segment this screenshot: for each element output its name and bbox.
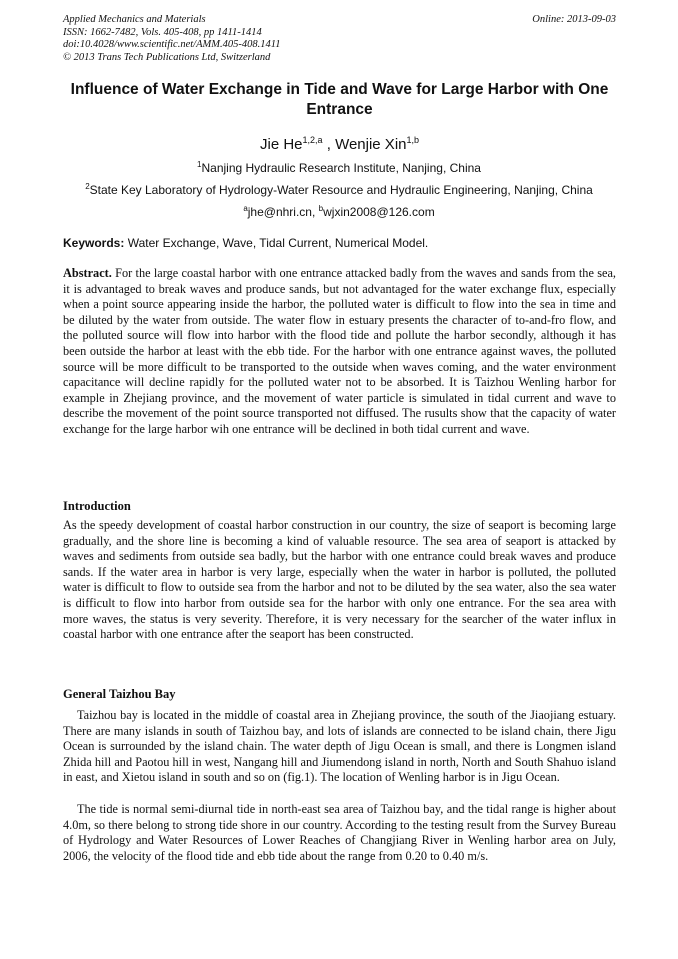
email-address: jhe@nhri.cn, [247, 205, 319, 219]
keywords [63, 235, 616, 251]
paper-title: Influence of Water Exchange in Tide and Wave for Large Harbor with One Entrance [70, 81, 609, 118]
keywords-label: Keywords: [63, 236, 125, 250]
abstract-text: For the large coastal harbor with one entrance attacked badly from the waves and sands from the sea, it is advantaged to break waves and produce sands, but not advantaged for the water exchange flux, especially when a point source appearing inside the harbor, the polluted water is difficult to flow into the sea in time and be diluted by the water from outside. The water flow in estuary presents the character of to-and-fro flow, and the polluted source will flow into harbor with the flood tide and pollute the harbor secondly, although it has been outside the harbor at least with the ebb tide. For the harbor with one entrance against waves, the polluted source will be more difficult to be transported to the outside when waves coming, and the water environment capacitance will decline rapidly for the polluted water not to be absorbed. It is Taizhou Wenling harbor for example in Zhejiang province, and the movement of water particle is simulated in tidal current and wave to describe the movement of the point source transported not diffused. The rusults show that the capacity of water exchange for the large harbor wih one entrance will be declined in both tidal current and wave. [63, 266, 616, 436]
online-date: Online: 2013-09-03 [532, 14, 616, 25]
affiliation-text: State Key Laboratory of Hydrology-Water Resource and Hydraulic Engineering, Nanjing, China [89, 183, 593, 197]
section-heading-introduction: Introduction [63, 499, 131, 513]
affiliation-1 [40, 157, 638, 176]
doi-line: doi:10.4028/www.scientific.net/AMM.405-408.1411 [63, 39, 281, 50]
introduction-paragraph: As the speedy development of coastal harbor construction in our country, the size of seaport is becoming large gradually, and the shore line is becoming a kind of valuable resource. The sea area of seaport is attacked by waves and sediments from outside sea badly, but the harbor with one entrance could break waves and produce sands. If the water area in harbor is very large, especially when the water in harbor is polluted, the polluted water is difficult to flow to outside sea from the harbor and not to be diluted by the sea water, also the sea water is difficult to flow into harbor from outside sea for the harbor with only one entrance. For the sea area with more waves, the status is very severity. Therefore, it is very necessary for the searcher of the water influx in coastal harbor with one entrance after the seaport has been constructed. [63, 518, 616, 642]
journal-header [63, 14, 616, 64]
affiliation-2 [40, 179, 638, 198]
email-address: wjxin2008@126.com [323, 205, 435, 219]
author-separator: , [322, 136, 336, 153]
abstract-label: Abstract. [63, 266, 112, 280]
author-name: Jie He [259, 136, 303, 153]
author-superscript: 1,b [406, 135, 420, 145]
email-superscript: b [318, 204, 324, 213]
email-superscript: a [243, 204, 248, 213]
issn-line: ISSN: 1662-7482, Vols. 405-408, pp 1411-1414 [63, 26, 262, 38]
email-line [40, 201, 638, 220]
author-list [63, 130, 616, 155]
author-superscript: 1,2,a [302, 135, 323, 145]
affiliation-superscript: 2 [85, 182, 90, 191]
abstract [63, 266, 616, 438]
general-paragraph-2: The tide is normal semi-diurnal tide in north-east sea area of Taizhou bay, and the tidal range is higher about 4.0m, so there belong to strong tide shore in our country. According to the testing result from the Survey Bureau of Hydrology and Water Resources of Lower Reaches of Changjiang River in Wenling harbor area on July, 2006, the velocity of the flood tide and ebb tide about the range from 0.20 to 0.40 m/s. [63, 802, 616, 863]
copyright-line: © 2013 Trans Tech Publications Ltd, Switzerland [63, 51, 271, 63]
affiliation-text: Nanjing Hydraulic Research Institute, Nanjing, China [201, 161, 481, 175]
affiliation-superscript: 1 [197, 160, 202, 169]
author-name: Wenjie Xin [335, 136, 407, 153]
keywords-text: Water Exchange, Wave, Tidal Current, Numerical Model. [124, 236, 429, 250]
journal-name: Applied Mechanics and Materials [63, 14, 206, 25]
general-paragraph-1: Taizhou bay is located in the middle of coastal area in Zhejiang province, the south of the Jiaojiang estuary. There are many islands in south of Taizhou bay, and lots of islands are connected to be island chain, there Jigu Ocean is surrounded by the island chain. The water depth of Jigu Ocean is small, and there is Longmen island Zhida hill and Paotou hill in west, Nangang hill and Jiumendong island in north, North and South Shahuo island in east, and Xietou island in south and so on (fig.1). The location of Wenling harbor is in Jigu Ocean. [63, 708, 616, 785]
section-heading-general: General Taizhou Bay [63, 687, 176, 701]
